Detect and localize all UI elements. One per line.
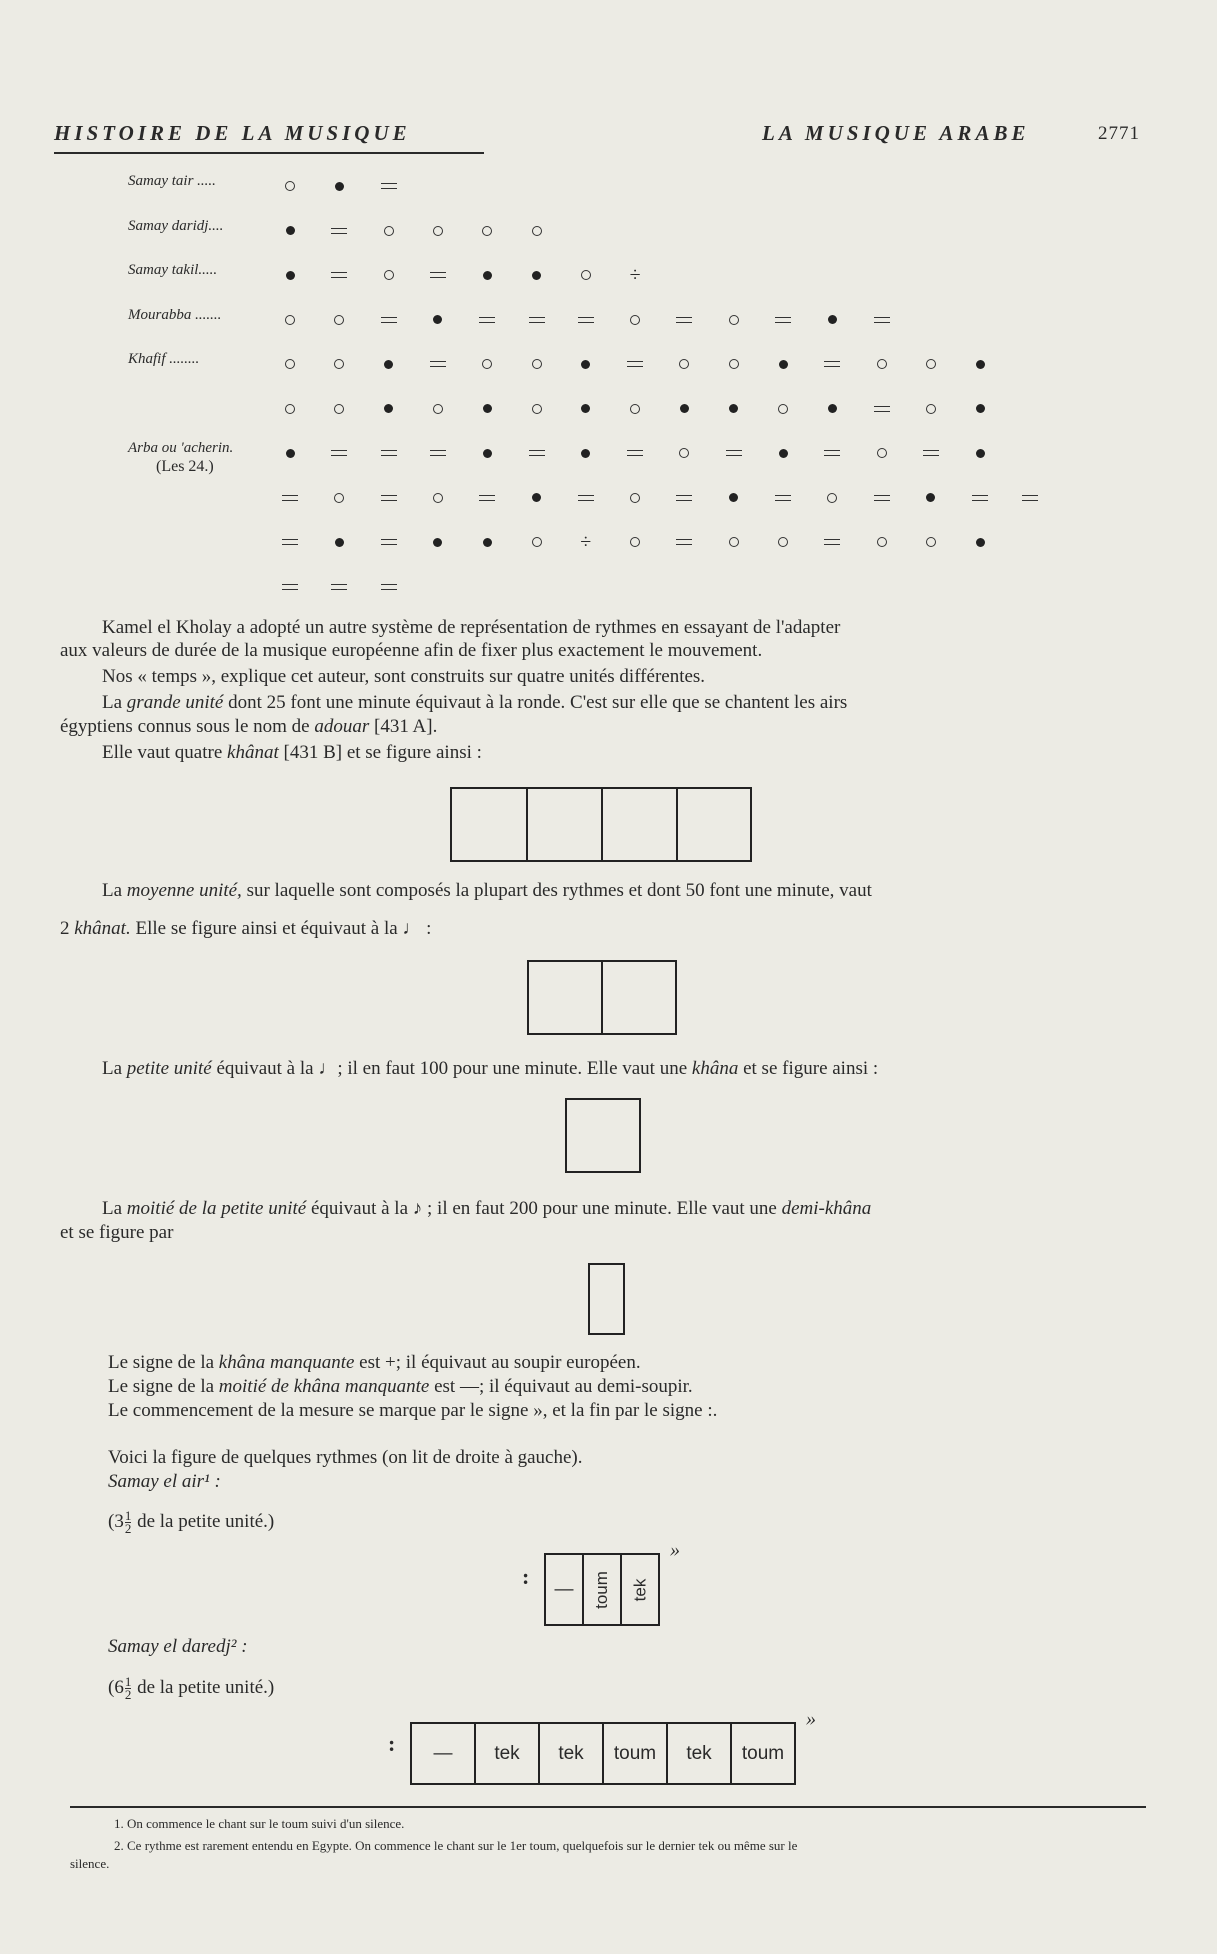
paragraph-line: aux valeurs de durée de la musique européenne afin de fixer plus exactement le mouvement. xyxy=(60,640,763,661)
open-circle-symbol xyxy=(874,356,890,372)
footnote: 2. Ce rythme est rarement entendu en Egypte. On commence le chant sur le 1er toum, quelquefois sur le dernier tek ou même sur le xyxy=(114,1838,798,1853)
open-circle-symbol xyxy=(874,445,890,461)
double-bar-symbol xyxy=(874,490,890,506)
demi-khana-figure xyxy=(588,1263,625,1335)
open-circle-symbol xyxy=(282,178,298,194)
double-bar-symbol xyxy=(331,267,347,283)
open-circle-symbol xyxy=(331,490,347,506)
filled-dot-symbol xyxy=(972,445,988,461)
example-title: Samay el air¹ : xyxy=(108,1471,221,1492)
open-circle-symbol xyxy=(381,223,397,239)
filled-dot-symbol xyxy=(972,401,988,417)
measure-end-sign: : xyxy=(522,1563,530,1589)
grande-unite-figure xyxy=(450,787,752,862)
open-circle-symbol xyxy=(529,534,545,550)
double-bar-symbol xyxy=(676,534,692,550)
double-bar-symbol xyxy=(824,534,840,550)
example-title: Samay el daredj² : xyxy=(108,1636,248,1657)
open-circle-symbol xyxy=(430,401,446,417)
rhythm-cell: toum xyxy=(602,1722,668,1785)
double-bar-symbol xyxy=(578,490,594,506)
double-bar-symbol xyxy=(430,356,446,372)
filled-dot-symbol xyxy=(578,356,594,372)
open-circle-symbol xyxy=(923,356,939,372)
open-circle-symbol xyxy=(726,356,742,372)
measure-end-sign: : xyxy=(388,1730,396,1756)
double-bar-symbol xyxy=(529,445,545,461)
open-circle-symbol xyxy=(331,312,347,328)
open-circle-symbol xyxy=(923,534,939,550)
double-bar-symbol xyxy=(676,312,692,328)
filled-dot-symbol xyxy=(726,401,742,417)
filled-dot-symbol xyxy=(430,312,446,328)
double-bar-symbol xyxy=(479,490,495,506)
moyenne-unite-figure xyxy=(527,960,677,1035)
double-bar-symbol xyxy=(923,445,939,461)
filled-dot-symbol xyxy=(578,445,594,461)
open-circle-symbol xyxy=(529,356,545,372)
filled-dot-symbol xyxy=(381,356,397,372)
paragraph-line: Nos « temps », explique cet auteur, sont construits sur quatre unités différentes. xyxy=(102,666,706,687)
paragraph-line: égyptiens connus sous le nom de adouar [431 A]. xyxy=(60,716,438,737)
measure-start-sign: » xyxy=(670,1539,680,1561)
double-bar-symbol xyxy=(676,490,692,506)
filled-dot-symbol xyxy=(726,490,742,506)
rhythm-cell: tek xyxy=(666,1722,732,1785)
open-circle-symbol xyxy=(529,223,545,239)
division-symbol: ÷ xyxy=(580,531,592,553)
filled-dot-symbol xyxy=(282,267,298,283)
filled-dot-symbol xyxy=(529,267,545,283)
rhythm-cell: tek xyxy=(538,1722,604,1785)
rhythm-cell: — xyxy=(544,1553,584,1626)
open-circle-symbol xyxy=(775,534,791,550)
filled-dot-symbol xyxy=(479,401,495,417)
measure-start-sign: » xyxy=(806,1708,816,1730)
double-bar-symbol xyxy=(282,534,298,550)
open-circle-symbol xyxy=(627,534,643,550)
double-bar-symbol xyxy=(381,445,397,461)
filled-dot-symbol xyxy=(775,356,791,372)
open-circle-symbol xyxy=(381,267,397,283)
open-circle-symbol xyxy=(627,312,643,328)
open-circle-symbol xyxy=(627,401,643,417)
paragraph-line: Le signe de la khâna manquante est +; il équivaut au soupir européen. xyxy=(108,1352,641,1373)
double-bar-symbol xyxy=(282,490,298,506)
paragraph-line: Le signe de la moitié de khâna manquante est —; il équivaut au demi-soupir. xyxy=(108,1376,693,1397)
filled-dot-symbol xyxy=(331,534,347,550)
filled-dot-symbol xyxy=(430,534,446,550)
rhythm-sublabel: (Les 24.) xyxy=(156,458,214,475)
filled-dot-symbol xyxy=(479,267,495,283)
rhythm-cell: tek xyxy=(474,1722,540,1785)
filled-dot-symbol xyxy=(972,534,988,550)
open-circle-symbol xyxy=(627,490,643,506)
double-bar-symbol xyxy=(529,312,545,328)
open-circle-symbol xyxy=(676,356,692,372)
double-bar-symbol xyxy=(1022,490,1038,506)
filled-dot-symbol xyxy=(282,445,298,461)
double-bar-symbol xyxy=(874,401,890,417)
filled-dot-symbol xyxy=(282,223,298,239)
filled-dot-symbol xyxy=(578,401,594,417)
page-number: 2771 xyxy=(1098,123,1140,144)
running-head-left: HISTOIRE DE LA MUSIQUE xyxy=(54,121,411,145)
rhythm-label: Arba ou 'acherin. xyxy=(128,440,234,456)
open-circle-symbol xyxy=(726,312,742,328)
double-bar-symbol xyxy=(331,223,347,239)
open-circle-symbol xyxy=(676,445,692,461)
open-circle-symbol xyxy=(726,534,742,550)
footnote: 1. On commence le chant sur le toum suivi d'un silence. xyxy=(114,1816,405,1831)
rhythm-label: Mourabba ....... xyxy=(128,306,222,323)
header-rule xyxy=(54,152,484,154)
running-head-right: LA MUSIQUE ARABE xyxy=(762,121,1030,145)
paragraph-line: La grande unité dont 25 font une minute équivaut à la ronde. C'est sur elle que se chantent les airs xyxy=(102,692,848,713)
paragraph-line: Le commencement de la mesure se marque par le signe », et la fin par le signe :. xyxy=(108,1400,718,1421)
double-bar-symbol xyxy=(381,490,397,506)
rhythm-cell: tek xyxy=(620,1553,660,1626)
double-bar-symbol xyxy=(282,579,298,595)
open-circle-symbol xyxy=(282,312,298,328)
double-bar-symbol xyxy=(430,267,446,283)
rhythm-label: Samay takil..... xyxy=(128,262,218,278)
rhythm-cell: toum xyxy=(730,1722,796,1785)
double-bar-symbol xyxy=(381,178,397,194)
open-circle-symbol xyxy=(578,267,594,283)
paragraph-line: Elle vaut quatre khânat [431 B] et se figure ainsi : xyxy=(102,742,482,763)
paragraph-line: Voici la figure de quelques rythmes (on lit de droite à gauche). xyxy=(108,1447,583,1468)
paragraph-line: La moyenne unité, sur laquelle sont composés la plupart des rythmes et dont 50 font une minute, vaut xyxy=(102,880,872,901)
double-bar-symbol xyxy=(874,312,890,328)
double-bar-symbol xyxy=(972,490,988,506)
open-circle-symbol xyxy=(282,356,298,372)
filled-dot-symbol xyxy=(972,356,988,372)
double-bar-symbol xyxy=(479,312,495,328)
paragraph-line: 2 khânat. Elle se figure ainsi et équivaut à la ♩ : xyxy=(60,918,432,939)
open-circle-symbol xyxy=(775,401,791,417)
filled-dot-symbol xyxy=(923,490,939,506)
double-bar-symbol xyxy=(381,312,397,328)
division-symbol: ÷ xyxy=(629,264,641,286)
double-bar-symbol xyxy=(578,312,594,328)
filled-dot-symbol xyxy=(824,312,840,328)
rhythm-label: Samay daridj.... xyxy=(128,217,224,234)
filled-dot-symbol xyxy=(381,401,397,417)
open-circle-symbol xyxy=(430,490,446,506)
double-bar-symbol xyxy=(775,490,791,506)
double-bar-symbol xyxy=(331,445,347,461)
double-bar-symbol xyxy=(726,445,742,461)
paragraph-line: La moitié de la petite unité équivaut à la ♪ ; il en faut 200 pour une minute. Elle vaut une demi-khâna xyxy=(102,1198,872,1219)
rhythm-label: Samay tair ..... xyxy=(128,173,216,189)
filled-dot-symbol xyxy=(676,401,692,417)
example-note: ($3\frac{1}{2}$ de la petite unité.) xyxy=(108,1508,275,1536)
double-bar-symbol xyxy=(381,579,397,595)
double-bar-symbol xyxy=(824,356,840,372)
open-circle-symbol xyxy=(282,401,298,417)
filled-dot-symbol xyxy=(479,534,495,550)
double-bar-symbol xyxy=(627,445,643,461)
open-circle-symbol xyxy=(479,223,495,239)
rhythm-cell: toum xyxy=(582,1553,622,1626)
open-circle-symbol xyxy=(529,401,545,417)
filled-dot-symbol xyxy=(479,445,495,461)
paragraph-line: Kamel el Kholay a adopté un autre système de représentation de rythmes en essayant de l'adapter xyxy=(102,617,841,638)
paragraph-line: et se figure par xyxy=(60,1222,174,1243)
example-note: ($6\frac{1}{2}$ de la petite unité.) xyxy=(108,1674,275,1702)
double-bar-symbol xyxy=(331,579,347,595)
open-circle-symbol xyxy=(874,534,890,550)
footnote-rule xyxy=(70,1806,1146,1808)
open-circle-symbol xyxy=(824,490,840,506)
double-bar-symbol xyxy=(824,445,840,461)
double-bar-symbol xyxy=(627,356,643,372)
filled-dot-symbol xyxy=(331,178,347,194)
footnote: silence. xyxy=(70,1856,110,1871)
rhythm-label: Khafif ........ xyxy=(128,351,200,367)
open-circle-symbol xyxy=(923,401,939,417)
open-circle-symbol xyxy=(479,356,495,372)
open-circle-symbol xyxy=(331,401,347,417)
open-circle-symbol xyxy=(430,223,446,239)
double-bar-symbol xyxy=(381,534,397,550)
double-bar-symbol xyxy=(775,312,791,328)
filled-dot-symbol xyxy=(529,490,545,506)
double-bar-symbol xyxy=(430,445,446,461)
petite-unite-figure xyxy=(565,1098,641,1173)
rhythm-cell: — xyxy=(410,1722,476,1785)
filled-dot-symbol xyxy=(824,401,840,417)
paragraph-line: La petite unité équivaut à la ♩; il en faut 100 pour une minute. Elle vaut une khâna et se figure ainsi : xyxy=(102,1058,879,1079)
open-circle-symbol xyxy=(331,356,347,372)
filled-dot-symbol xyxy=(775,445,791,461)
